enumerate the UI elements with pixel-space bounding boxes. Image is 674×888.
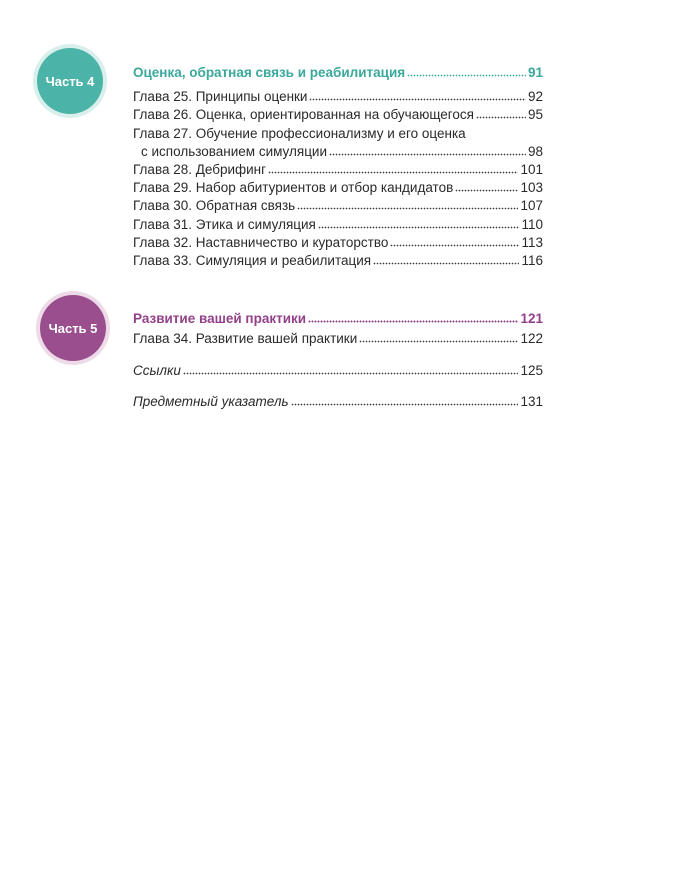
toc-entry-page: 95	[527, 107, 543, 123]
dot-leader	[268, 170, 518, 174]
dot-leader	[309, 97, 525, 101]
toc-entry-chapter-33[interactable]	[133, 252, 543, 270]
dot-leader	[359, 339, 518, 343]
part-5-heading-page: 121	[520, 311, 543, 326]
toc-entry-page: 125	[520, 363, 543, 379]
toc-entry-chapter-26[interactable]	[133, 106, 543, 124]
part-5-badge-label: Часть 5	[48, 320, 98, 336]
toc-entry-chapter-31[interactable]	[133, 216, 543, 234]
toc-entry-title: Глава 33. Симуляция и реабилитация	[133, 253, 372, 269]
toc-entry-title: Глава 25. Принципы оценки	[133, 89, 308, 105]
part-5-toc	[133, 310, 543, 411]
toc-entry-title-line2: с использованием симуляции	[141, 143, 328, 159]
dot-leader	[476, 115, 526, 119]
toc-entry-chapter-30[interactable]	[133, 197, 543, 215]
toc-entry-chapter-34[interactable]	[133, 330, 543, 348]
toc-entry-chapter-32[interactable]	[133, 234, 543, 252]
toc-entry-chapter-27[interactable]	[133, 125, 543, 161]
part-5-heading[interactable]	[133, 310, 543, 328]
toc-entry-title: Предметный указатель	[133, 393, 289, 409]
toc-entry-chapter-28[interactable]	[133, 161, 543, 179]
toc-entry-references[interactable]	[133, 362, 543, 380]
dot-leader	[455, 188, 518, 192]
dot-leader	[291, 402, 519, 406]
toc-entry-page: 116	[521, 253, 543, 269]
part-4-heading-page: 91	[527, 65, 543, 80]
part-4-badge	[37, 48, 103, 114]
toc-entry-page: 113	[521, 234, 543, 250]
toc-entry-page: 92	[527, 89, 543, 105]
toc-entry-chapter-25[interactable]	[133, 88, 543, 106]
part-4-badge-label: Часть 4	[45, 73, 95, 89]
toc-entry-title: Глава 30. Обратная связь	[133, 198, 296, 214]
toc-entry-subject-index[interactable]	[133, 393, 543, 411]
toc-entry-title: Глава 29. Набор абитуриентов и отбор кандидатов	[133, 180, 454, 196]
toc-entry-title: Глава 31. Этика и симуляция	[133, 216, 316, 232]
toc-entry-title-line1: Глава 27. Обучение профессионализму и его оценка	[133, 125, 466, 141]
part-4-heading-title: Оценка, обратная связь и реабилитация	[133, 65, 406, 80]
toc-entry-page: 122	[520, 331, 543, 347]
toc-entry-title: Глава 28. Дебрифинг	[133, 162, 267, 178]
dot-leader	[373, 261, 519, 265]
part-4-heading[interactable]	[133, 64, 543, 82]
dot-leader	[318, 225, 520, 229]
toc-entry-page: 110	[521, 216, 543, 232]
dot-leader	[407, 73, 526, 77]
part-5-badge	[40, 295, 106, 361]
toc-entry-page: 131	[520, 393, 543, 409]
toc-entry-page: 103	[520, 180, 543, 196]
dot-leader	[308, 319, 518, 323]
toc-entry-page: 101	[520, 162, 543, 178]
toc-entry-title: Глава 26. Оценка, ориентированная на обучающегося	[133, 107, 474, 123]
toc-entry-chapter-29[interactable]	[133, 179, 543, 197]
part-4-toc	[133, 64, 543, 270]
dot-leader	[183, 371, 519, 375]
part-5-heading-title: Развитие вашей практики	[133, 311, 307, 326]
toc-entry-page: 98	[527, 143, 543, 159]
dot-leader	[297, 206, 518, 210]
toc-entry-title: Глава 34. Развитие вашей практики	[133, 331, 358, 347]
dot-leader	[329, 152, 526, 156]
toc-entry-title: Глава 32. Наставничество и кураторство	[133, 234, 389, 250]
toc-entry-title: Ссылки	[133, 363, 181, 379]
dot-leader	[390, 243, 519, 247]
toc-entry-page: 107	[520, 198, 543, 214]
